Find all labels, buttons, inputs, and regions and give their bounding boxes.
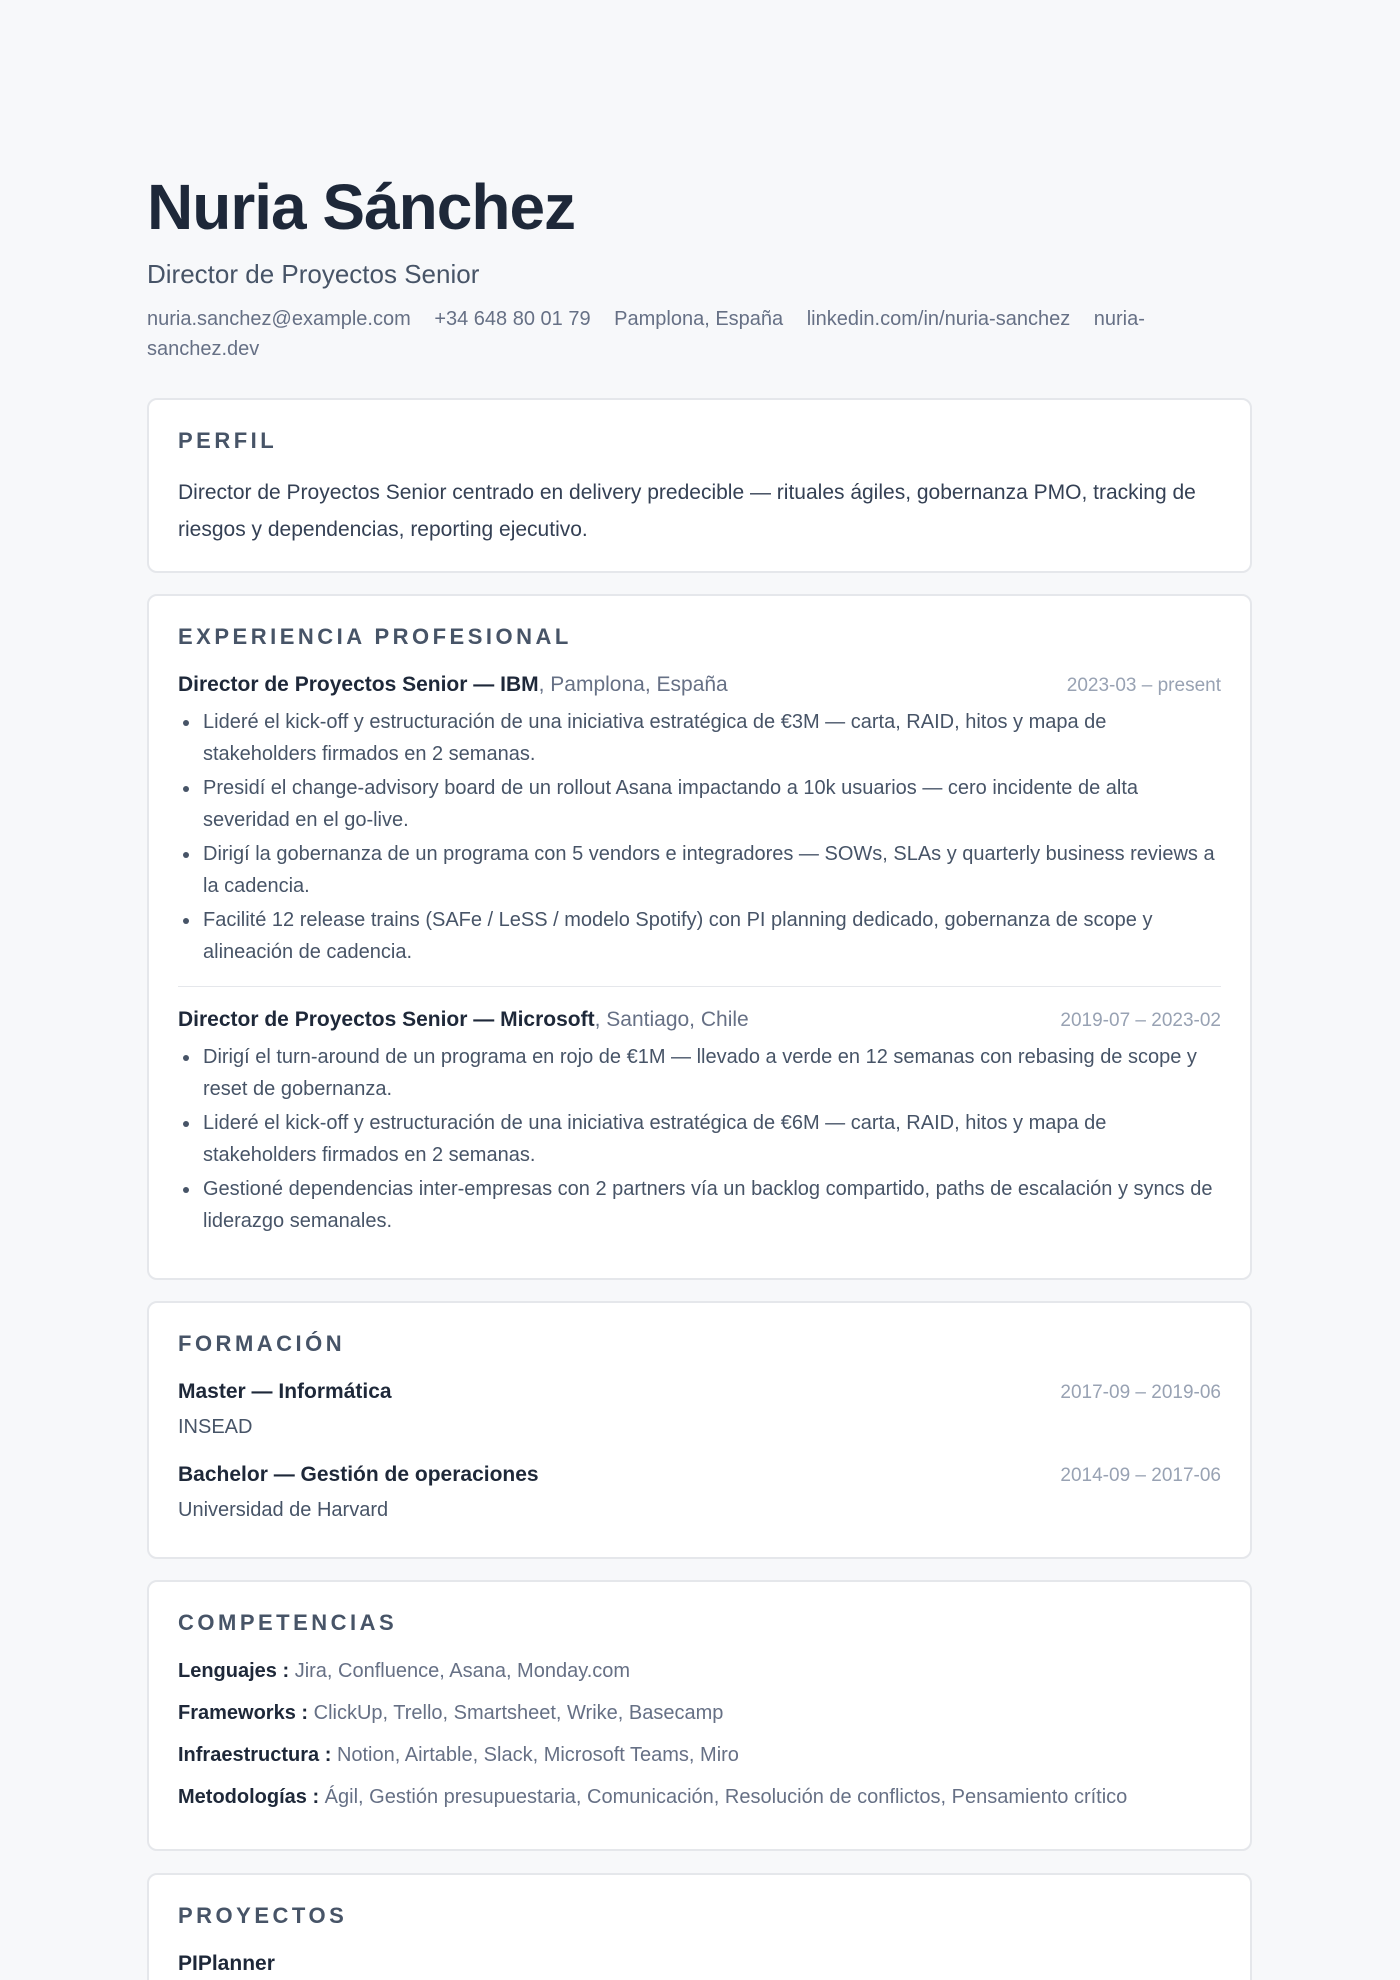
experience-section bbox=[147, 594, 1252, 1280]
skill-row bbox=[178, 1656, 1221, 1686]
job-separator: — bbox=[467, 673, 501, 696]
profile-section bbox=[147, 398, 1252, 573]
job-entry bbox=[178, 670, 1221, 968]
skill-label: Infraestructura : bbox=[178, 1744, 332, 1766]
job-header bbox=[178, 670, 1221, 701]
section-title-projects: PROYECTOS bbox=[178, 1903, 348, 1928]
skill-label: Lenguajes : bbox=[178, 1660, 290, 1682]
contact-email[interactable]: nuria.sanchez@example.com bbox=[147, 308, 411, 330]
education-dates: 2017-09 – 2019-06 bbox=[1060, 1382, 1221, 1403]
job-bullet: Lideré el kick-off y estructuración de una iniciativa estratégica de €6M — carta, RAID, hitos y mapa de stakeholders firmados en 2 semanas. bbox=[203, 1108, 1221, 1171]
education-dates: 2014-09 – 2017-06 bbox=[1060, 1465, 1221, 1486]
job-company: Microsoft bbox=[500, 1008, 595, 1031]
contact-line bbox=[147, 304, 1167, 364]
contact-linkedin[interactable]: linkedin.com/in/nuria-sanchez bbox=[806, 308, 1071, 330]
contact-phone[interactable]: +34 648 80 01 79 bbox=[434, 308, 591, 330]
job-role: Director de Proyectos Senior bbox=[178, 673, 468, 696]
job-entry bbox=[178, 1005, 1221, 1237]
job-bullets bbox=[178, 707, 1221, 968]
education-section bbox=[147, 1301, 1252, 1559]
job-divider bbox=[178, 986, 1221, 987]
skill-label: Metodologías : bbox=[178, 1786, 320, 1808]
education-school: Universidad de Harvard bbox=[178, 1499, 389, 1521]
resume-header bbox=[147, 170, 1253, 364]
job-separator: — bbox=[467, 1008, 501, 1031]
contact-location: Pamplona, España bbox=[614, 308, 784, 330]
skill-row bbox=[178, 1698, 1221, 1728]
job-bullet: Gestioné dependencias inter-empresas con 2 partners vía un backlog compartido, paths de escalación y syncs de liderazgo semanales. bbox=[203, 1174, 1221, 1237]
job-header bbox=[178, 1005, 1221, 1036]
section-title-education: FORMACIÓN bbox=[178, 1331, 346, 1356]
projects-section bbox=[147, 1873, 1252, 1980]
job-company: IBM bbox=[500, 673, 539, 696]
skill-value: Ágil, Gestión presupuestaria, Comunicación, Resolución de conflictos, Pensamiento crítico bbox=[324, 1786, 1128, 1808]
education-header bbox=[178, 1377, 1221, 1408]
job-bullet: Facilité 12 release trains (SAFe / LeSS / modelo Spotify) con PI planning dedicado, gobernanza de scope y alineación de cadencia. bbox=[203, 905, 1221, 968]
project-name: PIPlanner bbox=[178, 1952, 275, 1975]
profile-summary: Director de Proyectos Senior centrado en delivery predecible — rituales ágiles, gobernanza PMO, tracking de riesgos y dependencias, reporting ejecutivo. bbox=[178, 481, 1196, 541]
job-bullet: Presidí el change-advisory board de un rollout Asana impactando a 10k usuarios — cero incidente de alta severidad en el go-live. bbox=[203, 773, 1221, 836]
skill-label: Frameworks : bbox=[178, 1702, 309, 1724]
education-degree: Bachelor — Gestión de operaciones bbox=[178, 1463, 539, 1486]
job-bullet: Dirigí el turn-around de un programa en rojo de €1M — llevado a verde en 12 semanas con rebasing de scope y reset de gobernanza. bbox=[203, 1042, 1221, 1105]
skill-value: ClickUp, Trello, Smartsheet, Wrike, Basecamp bbox=[313, 1702, 724, 1724]
job-location: , Pamplona, España bbox=[538, 673, 728, 696]
job-title-line bbox=[178, 1005, 749, 1035]
job-dates: 2023-03 – present bbox=[1066, 675, 1221, 696]
section-title-profile: PERFIL bbox=[178, 428, 278, 453]
education-school: INSEAD bbox=[178, 1416, 253, 1438]
skill-row bbox=[178, 1782, 1221, 1812]
job-bullet: Dirigí la gobernanza de un programa con 5 vendors e integradores — SOWs, SLAs y quarterly business reviews a la cadencia. bbox=[203, 839, 1221, 902]
job-bullet: Lideré el kick-off y estructuración de una iniciativa estratégica de €3M — carta, RAID, hitos y mapa de stakeholders firmados en 2 semanas. bbox=[203, 707, 1221, 770]
job-location: , Santiago, Chile bbox=[594, 1008, 749, 1031]
candidate-name: Nuria Sánchez bbox=[147, 171, 576, 243]
education-entry bbox=[178, 1460, 1221, 1525]
skill-value: Jira, Confluence, Asana, Monday.com bbox=[294, 1660, 631, 1682]
job-role: Director de Proyectos Senior bbox=[178, 1008, 468, 1031]
skills-section bbox=[147, 1580, 1252, 1851]
skill-row bbox=[178, 1740, 1221, 1770]
contact-website[interactable]: nuria-sanchez.dev bbox=[147, 308, 1145, 360]
education-degree: Master — Informática bbox=[178, 1380, 392, 1403]
job-dates: 2019-07 – 2023-02 bbox=[1060, 1010, 1221, 1031]
job-bullets bbox=[178, 1042, 1221, 1237]
section-title-experience: EXPERIENCIA PROFESIONAL bbox=[178, 624, 572, 649]
section-title-skills: COMPETENCIAS bbox=[178, 1610, 398, 1635]
education-entry bbox=[178, 1377, 1221, 1442]
candidate-title: Director de Proyectos Senior bbox=[147, 259, 480, 289]
skill-value: Notion, Airtable, Slack, Microsoft Teams, Miro bbox=[336, 1744, 739, 1766]
education-header bbox=[178, 1460, 1221, 1491]
job-title-line bbox=[178, 670, 728, 700]
